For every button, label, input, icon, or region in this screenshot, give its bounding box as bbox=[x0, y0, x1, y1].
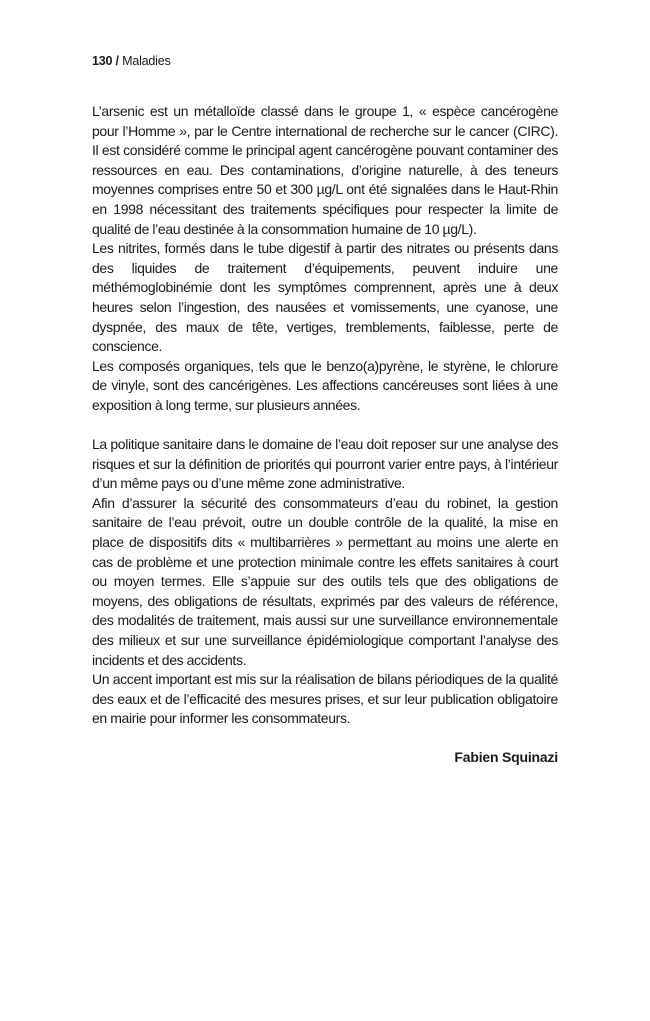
page-number: 130 bbox=[92, 54, 113, 68]
running-head bbox=[92, 53, 558, 69]
section-title: Maladies bbox=[122, 54, 171, 68]
page bbox=[92, 53, 558, 765]
paragraph-arsenic: L’arsenic est un métalloïde classé dans le groupe 1, « espèce cancérogène pour l’Homme », par le Centre international de recherche sur le cancer (CIRC). Il est considéré comme le principal agent cancérogène pouvant contaminer des ressources en eau. Des contaminations, d’origine naturelle, à des teneurs moyennes comprises entre 50 et 300 µg/L ont été signalées dans le Haut-Rhin en 1998 nécessitant des traitements spécifiques pour respecter la limite de qualité de l’eau destinée à la consommation humaine de 10 µg/L). bbox=[92, 103, 558, 237]
paragraph-organic-compounds: Les composés organiques, tels que le benzo(a)pyrène, le styrène, le chlorure de vinyle, sont des cancérigènes. Les affections cancéreuses sont liées à une exposition à long terme, sur plusieurs années. bbox=[92, 357, 558, 413]
paragraph-nitrites: Les nitrites, formés dans le tube digestif à partir des nitrates ou présents dans des liquides de traitement d’équipements, peuvent induire une méthémoglobinémie dont les symptômes comprennent, après une à deux heures selon l’ingestion, des nausées et vomissements, une cyanose, une dyspnée, des maux de tête, vertiges, tremblements, faiblesse, perte de conscience. bbox=[92, 240, 558, 355]
header-separator: / bbox=[115, 54, 119, 68]
body-text bbox=[92, 102, 558, 768]
paragraph-tap-water-safety: Afin d’assurer la sécurité des consommateurs d’eau du robinet, la gestion sanitaire de l’eau prévoit, outre un double contrôle de la qualité, la mise en place de dispositifs dits « multibarrières » permettant au moins une alerte en cas de problème et une protection minimale contre les effets sanitaires à court ou moyen termes. Elle s’appuie sur des outils tels que des obligations de moyens, des obligations de résultats, exprimés par des valeurs de référence, des modalités de traitement, mais aussi sur une surveillance environnementale des milieux et sur une surveillance épidémiologique comportant l’analyse des incidents et des accidents. bbox=[92, 494, 558, 668]
paragraph-periodic-reports: Un accent important est mis sur la réalisation de bilans périodiques de la qualité des eaux et de l’efficacité des mesures prises, et sur leur publication obligatoire en mairie pour informer les consommateurs. bbox=[92, 671, 558, 727]
author-signature: Fabien Squinazi bbox=[454, 749, 558, 765]
paragraph-gap bbox=[92, 416, 558, 436]
paragraph-health-policy: La politique sanitaire dans le domaine de l’eau doit reposer sur une analyse des risques et sur la définition de priorités qui pourront varier entre pays, à l’intérieur d’un même pays ou d’une même zone administrative. bbox=[92, 436, 558, 492]
